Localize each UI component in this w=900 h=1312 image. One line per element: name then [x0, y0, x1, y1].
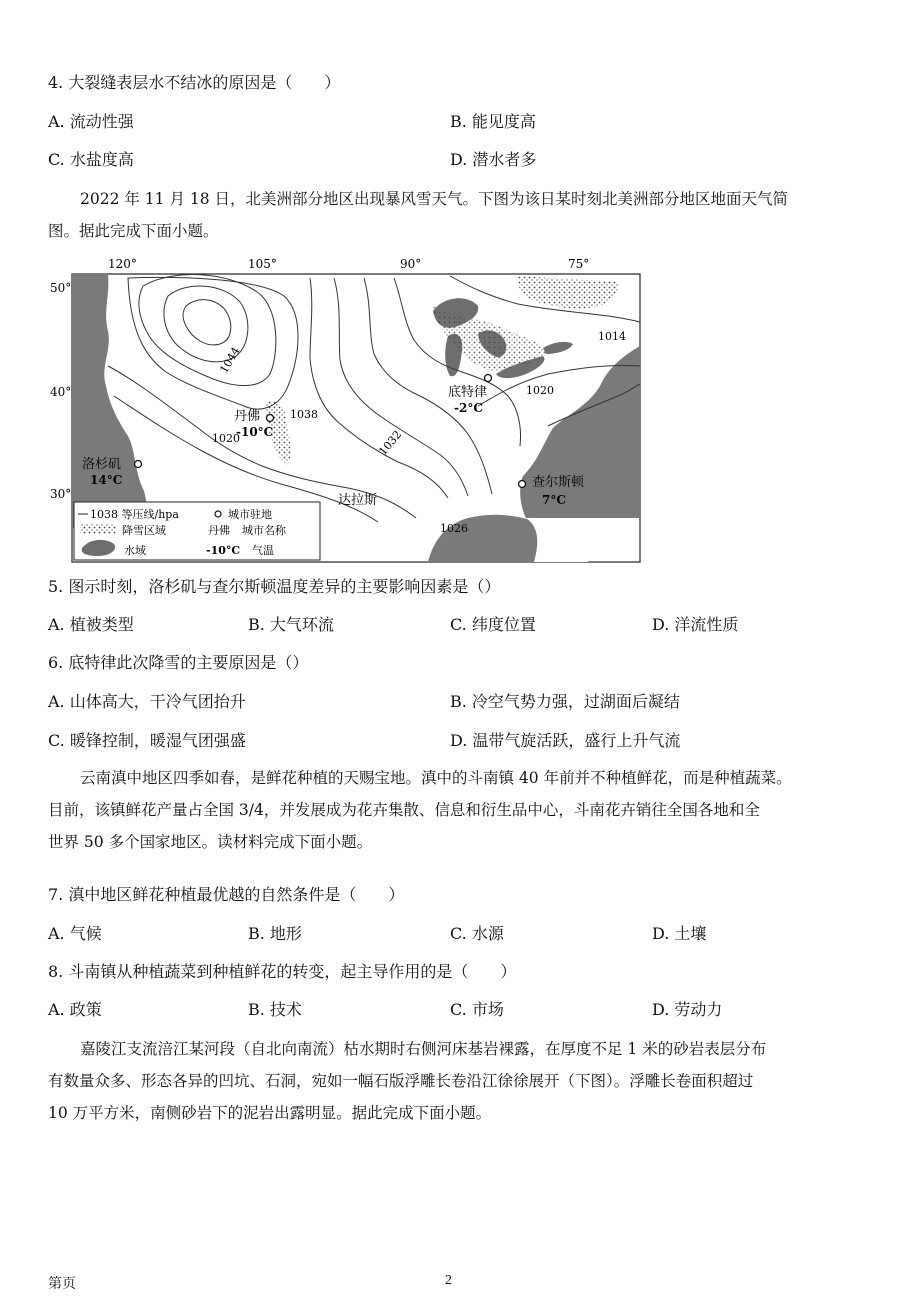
city-temp-detroit: -2°C — [454, 401, 483, 415]
legend-city-name-text: 城市名称 — [242, 524, 286, 537]
footer-page-label: 第页 — [48, 1277, 76, 1292]
isobar-label: 1014 — [598, 330, 626, 343]
city-marker-charleston — [519, 481, 526, 488]
weather-map-figure — [48, 256, 648, 570]
q7-option-a: A. 气候 — [48, 924, 102, 943]
q5-stem: 5. 图示时刻，洛杉矶与查尔斯顿温度差异的主要影响因素是（） — [48, 577, 501, 596]
weather-map — [48, 256, 648, 570]
legend-temp-example: -10°C — [206, 544, 241, 557]
lat-label: 50° — [50, 281, 72, 295]
isobar-label: 1020 — [212, 432, 240, 445]
passage-line: 世界 50 多个国家地区。读材料完成下面小题。 — [48, 833, 373, 851]
lon-label: 105° — [248, 257, 277, 271]
q5-option-b: B. 大气环流 — [248, 615, 334, 634]
q8-option-a: A. 政策 — [48, 1000, 102, 1019]
q8-option-c: C. 市场 — [450, 1000, 504, 1019]
isobar-label: 1020 — [526, 384, 554, 397]
passage-line: 嘉陵江支流涪江某河段（自北向南流）枯水期时右侧河床基岩裸露，在厚度不足 1 米的砂岩表层分布 — [80, 1040, 767, 1058]
city-marker-detroit — [485, 375, 492, 382]
lon-label: 90° — [400, 257, 422, 271]
city-temp-charleston: 7°C — [542, 493, 566, 507]
map-legend — [74, 502, 320, 560]
q4-option-b: B. 能见度高 — [450, 112, 536, 131]
q6-option-b: B. 冷空气势力强，过湖面后凝结 — [450, 692, 680, 711]
q4-option-d: D. 潜水者多 — [450, 150, 537, 169]
lon-label: 75° — [568, 257, 590, 271]
q8-stem: 8. 斗南镇从种植蔬菜到种植鲜花的转变，起主导作用的是（ ） — [48, 962, 517, 981]
q4-stem: 4. 大裂缝表层水不结冰的原因是（ ） — [48, 73, 341, 92]
legend-isobar-text: 1038 等压线/hpa — [90, 508, 179, 521]
city-name-dallas: 达拉斯 — [338, 493, 378, 508]
legend-water-text: 水域 — [124, 544, 146, 557]
lat-label: 40° — [50, 385, 72, 399]
legend-temp-text: 气温 — [252, 544, 274, 557]
q6-option-c: C. 暖锋控制，暖湿气团强盛 — [48, 731, 246, 750]
passage-line: 2022 年 11 月 18 日，北美洲部分地区出现暴风雪天气。下图为该日某时刻北美洲部分地区地面天气简 — [80, 190, 789, 208]
q6-stem: 6. 底特律此次降雪的主要原因是（） — [48, 653, 309, 672]
passage-line: 10 万平方米，南侧砂岩下的泥岩出露明显。据此完成下面小题。 — [48, 1104, 492, 1122]
footer-page-number: 2 — [445, 1273, 452, 1288]
passage-line: 目前，该镇鲜花产量占全国 3/4，并发展成为花卉集散、信息和衍生品中心，斗南花卉销往全国各地和全 — [48, 801, 760, 819]
q5-option-c: C. 纬度位置 — [450, 615, 536, 634]
passage-line: 有数量众多、形态各异的凹坑、石洞，宛如一幅石版浮雕长卷沿江徐徐展开（下图）。浮雕长卷面积超过 — [48, 1072, 754, 1090]
legend-city-site-text: 城市驻地 — [228, 508, 272, 521]
q8-option-d: D. 劳动力 — [652, 1000, 723, 1019]
lon-label: 120° — [108, 257, 137, 271]
q7-stem: 7. 滇中地区鲜花种植最优越的自然条件是（ ） — [48, 885, 405, 904]
passage-flowers — [48, 762, 854, 858]
q7-option-b: B. 地形 — [248, 924, 302, 943]
q7-option-d: D. 土壤 — [652, 924, 707, 943]
q8-option-b: B. 技术 — [248, 1000, 302, 1019]
q5-option-a: A. 植被类型 — [48, 615, 134, 634]
city-name-detroit: 底特律 — [448, 385, 488, 400]
legend-snow-symbol — [80, 524, 116, 534]
city-name-charleston: 查尔斯顿 — [532, 475, 585, 490]
city-marker-los-angeles — [135, 461, 142, 468]
passage-snowstorm — [48, 183, 854, 247]
q4-option-c: C. 水盐度高 — [48, 150, 134, 169]
city-temp-denver: -10°C — [236, 425, 274, 439]
q7-option-c: C. 水源 — [450, 924, 504, 943]
passage-line: 图。据此完成下面小题。 — [48, 222, 219, 240]
city-name-denver: 丹佛 — [234, 409, 261, 424]
q6-option-a: A. 山体高大，干冷气团抬升 — [48, 692, 246, 711]
city-name-los-angeles: 洛杉矶 — [82, 457, 122, 472]
passage-line: 云南滇中地区四季如春，是鲜花种植的天赐宝地。滇中的斗南镇 40 年前并不种植鲜花，而是种植蔬菜。 — [80, 769, 792, 787]
isobar-label: 1038 — [290, 408, 318, 421]
q4-option-a: A. 流动性强 — [48, 112, 134, 131]
isobar-label: 1032 — [376, 428, 405, 458]
passage-fujiang — [48, 1033, 854, 1129]
legend-city-symbol — [215, 511, 221, 517]
lat-label: 30° — [50, 487, 72, 501]
isobar-label: 1026 — [440, 522, 468, 535]
q6-option-d: D. 温带气旋活跃，盛行上升气流 — [450, 731, 681, 750]
legend-snow-text: 降雪区域 — [122, 524, 166, 537]
isobar-label: 1044 — [217, 344, 243, 376]
city-marker-denver — [267, 415, 274, 422]
legend-city-name-example: 丹佛 — [208, 524, 230, 537]
city-temp-los-angeles: 14°C — [90, 473, 123, 487]
q5-option-d: D. 洋流性质 — [652, 615, 739, 634]
